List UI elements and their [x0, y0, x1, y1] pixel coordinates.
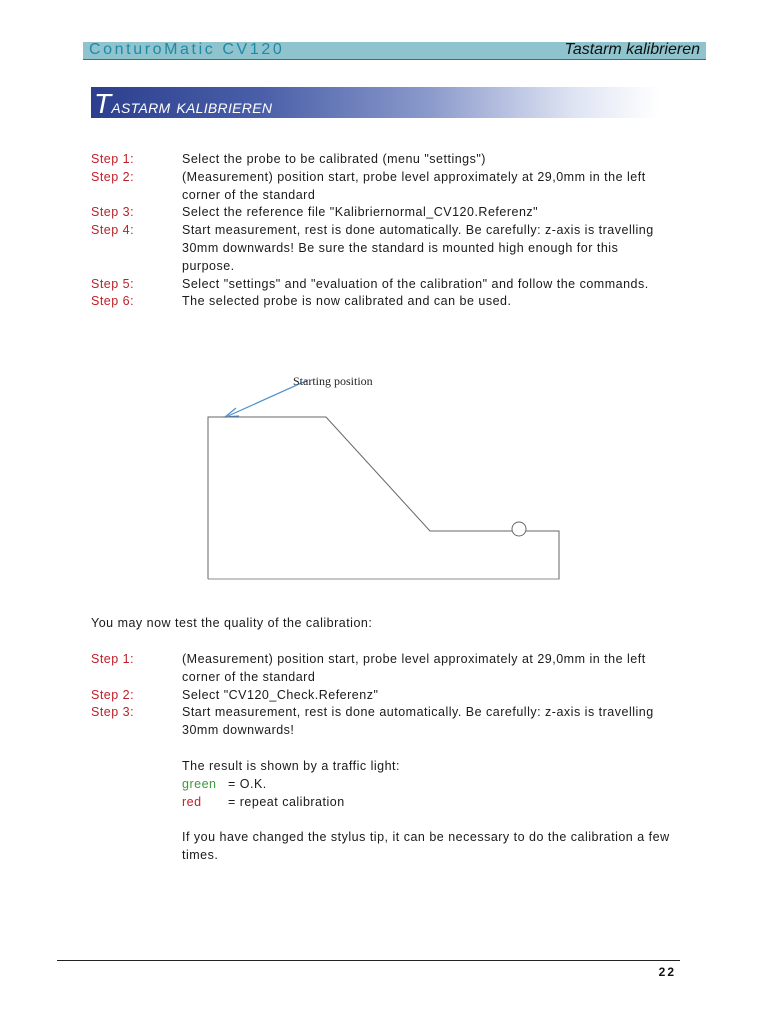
step-row [91, 204, 701, 222]
section-title-band [91, 87, 659, 118]
page-number: 22 [658, 965, 676, 979]
step-text: Start measurement, rest is done automatically. Be carefully: z-axis is travelling 30mm downwards! [182, 705, 654, 738]
step-label: Step 6: [91, 294, 135, 309]
stylus-note: If you have changed the stylus tip, it can be necessary to do the calibration a few times. [182, 830, 670, 862]
green-label: green [182, 776, 217, 791]
step-row [91, 169, 701, 205]
section-title: Tastarm kalibrieren [94, 88, 273, 119]
red-label: red [182, 794, 202, 809]
step-text: Select "settings" and "evaluation of the calibration" and follow the commands. [182, 276, 649, 291]
header-section-title: Tastarm kalibrieren [564, 41, 700, 58]
step-text: (Measurement) position start, probe level approximately at 29,0mm in the left corner of the standard [182, 652, 646, 684]
step-label: Step 3: [91, 205, 135, 220]
test-intro-text: You may now test the quality of the calibration: [91, 616, 373, 630]
running-header [83, 42, 706, 60]
step-label: Step 3: [91, 705, 135, 720]
header-product-name: ConturoMatic CV120 [89, 41, 285, 58]
stylus-ball-icon [512, 522, 526, 536]
step-label: Step 2: [91, 687, 135, 702]
traffic-light-green-row [182, 776, 702, 794]
step-label: Step 1: [91, 652, 135, 666]
green-meaning: = O.K. [228, 776, 267, 791]
step-row [91, 276, 701, 294]
step-text: Select the probe to be calibrated (menu "settings") [182, 152, 486, 166]
step-row [91, 687, 701, 705]
result-explanation [182, 758, 702, 865]
step-label: Step 5: [91, 276, 135, 291]
traffic-light-red-row [182, 794, 702, 812]
step-row [91, 704, 701, 740]
step-text: Select "CV120_Check.Referenz" [182, 687, 379, 702]
step-row [91, 651, 701, 687]
diagram-caption: Starting position [293, 374, 373, 388]
step-row [91, 222, 701, 275]
test-steps [91, 651, 701, 740]
step-text: (Measurement) position start, probe level approximately at 29,0mm in the left corner of the standard [182, 169, 646, 202]
calibration-standard-diagram [200, 366, 570, 588]
step-text: Select the reference file "Kalibriernormal_CV120.Referenz" [182, 205, 539, 220]
step-text: The selected probe is now calibrated and can be used. [182, 294, 512, 309]
result-intro: The result is shown by a traffic light: [182, 759, 400, 773]
calibration-steps [91, 151, 701, 311]
step-label: Step 2: [91, 169, 135, 184]
step-row [91, 151, 701, 169]
footer-rule [57, 960, 680, 961]
standard-profile-outline [208, 417, 559, 579]
step-text: Start measurement, rest is done automatically. Be carefully: z-axis is travelling 30mm downwards! Be sure the standard is mounted high enough for this purpose. [182, 223, 654, 273]
step-label: Step 4: [91, 223, 135, 238]
step-label: Step 1: [91, 152, 135, 166]
step-row [91, 293, 701, 311]
red-meaning: = repeat calibration [228, 794, 345, 809]
